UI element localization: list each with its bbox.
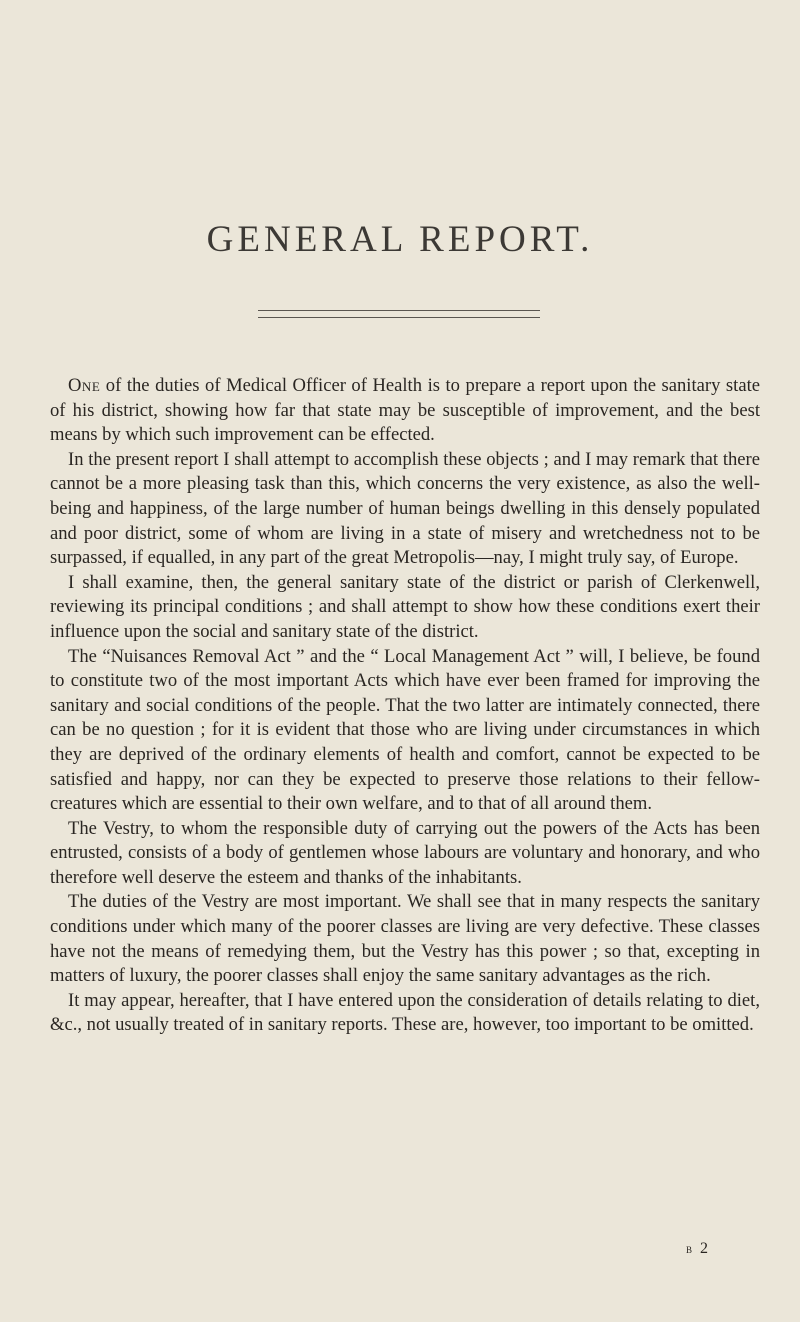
paragraph-3: I shall examine, then, the general sanitary state of the district or parish of Clerkenwell, reviewing its principal conditions ; and shall attempt to show how these conditions exert their influence upon the social and sanitary state of the district.: [50, 571, 760, 642]
paragraph-2: In the present report I shall attempt to accomplish these objects ; and I may remark that there cannot be a more pleasing task than this, which concerns the very existence, as also the well-being and happiness, of the large number of human beings dwelling in this densely populated and poor district, some of whom are living in a state of misery and wretchedness not to be surpassed, if equalled, in any part of the great Metropolis—nay, I might truly say, of Europe.: [50, 448, 760, 569]
title-double-rule: [258, 310, 540, 318]
paragraph-5: The Vestry, to whom the responsible duty of carrying out the powers of the Acts has been entrusted, consists of a body of gentlemen whose labours are voluntary and honorary, and who therefore well deserve the esteem and thanks of the inhabitants.: [50, 817, 760, 888]
page-title: GENERAL REPORT.: [206, 219, 594, 260]
paragraph-1-text: of the duties of Medical Officer of Health is to prepare a report upon the sanitary state of his district, showing how far that state may be susceptible of improvement, and the best means by which such improvement can be effected.: [50, 375, 760, 446]
paragraph-7: It may appear, hereafter, that I have entered upon the consideration of details relating to diet, &c., not usually treated of in sanitary reports. These are, however, too important to be omitted.: [50, 989, 760, 1036]
signature-number: 2: [700, 1240, 710, 1257]
paragraph-1: [50, 374, 760, 448]
report-body: [50, 374, 760, 1038]
signature-mark: [686, 1240, 710, 1258]
paragraph-6: The duties of the Vestry are most important. We shall see that in many respects the sanitary conditions under which many of the poorer classes are living are very defective. These classes have not the means of remedying them, but the Vestry has this power ; so that, excepting in matters of luxury, the poorer classes shall enjoy the same sanitary advantages as the rich.: [50, 891, 760, 987]
opening-word: One: [68, 375, 101, 396]
signature-letter: b: [685, 1241, 694, 1256]
paragraph-4: The “Nuisances Removal Act ” and the “ Local Management Act ” will, I believe, be found to constitute two of the most important Acts which have ever been framed for improving the sanitary and social conditions of the people. That the two latter are intimately connected, there can be no question ; for it is evident that those who are living under circumstances in which they are deprived of the ordinary elements of health and comfort, cannot be expected to be satisfied and happy, nor can they be expected to preserve those relations to their fellow-creatures which are essential to their own welfare, and to that of all around them.: [50, 645, 760, 815]
